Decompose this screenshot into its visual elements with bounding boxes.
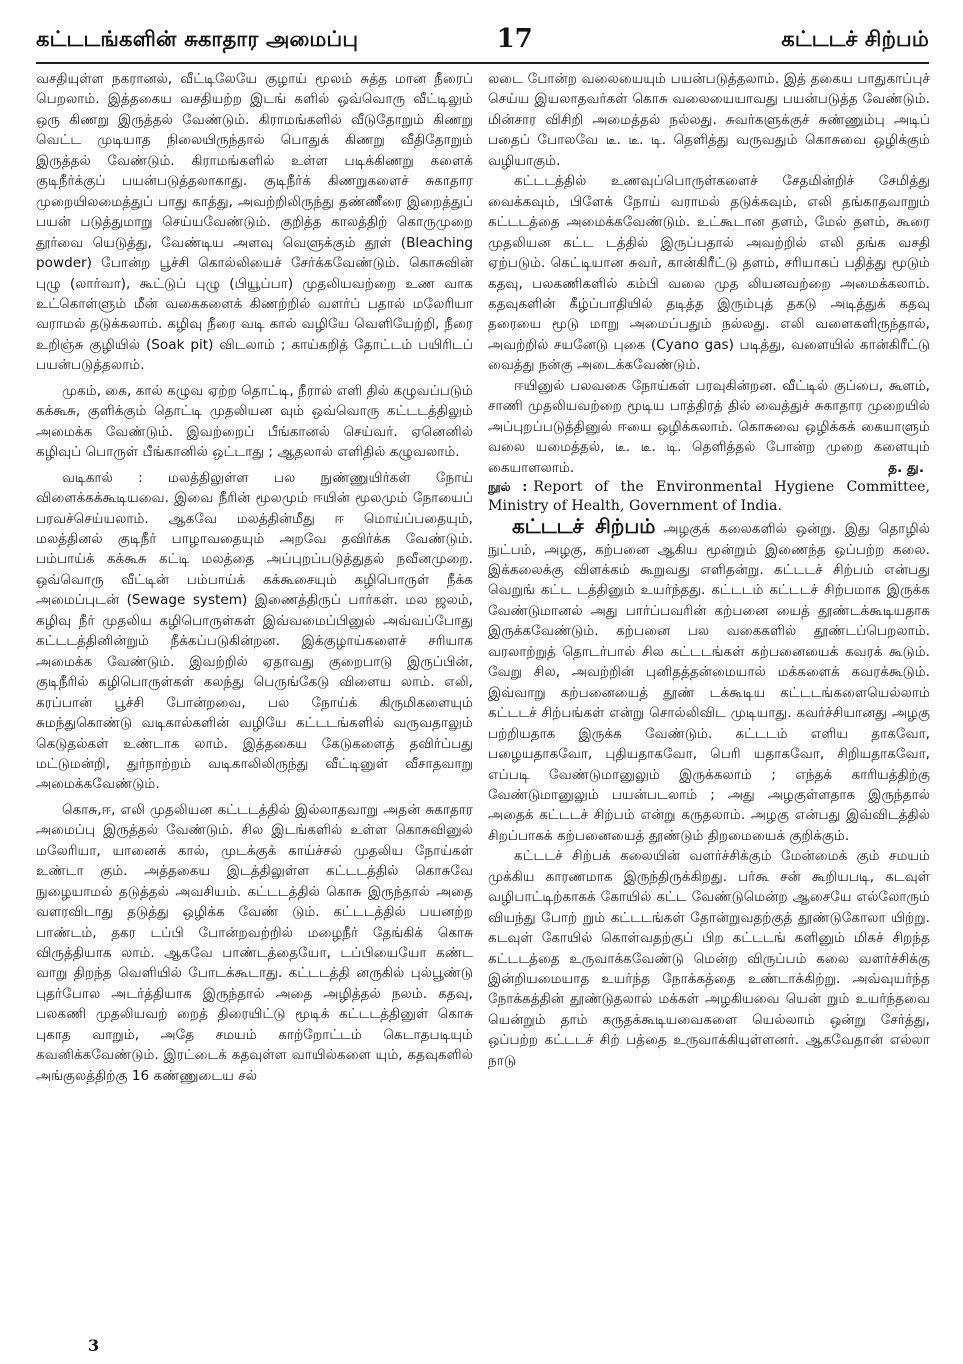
fly-control-text: ஈயினுல் பலவகை நோய்கள் பரவுகின்றன. வீட்டில் குப்பை, கூளம், சாணி முதலியவற்றை மூடிய பாத்திரத் தில் வைத்துச் சுகாதார முறையில் அப்புறப்படுத்தினுல் ஈயை ஒழிக்கலாம். கொசுவை ஒழிக்கக் கையாளும் வலை யமைத்தல், டீ. டீ. டி. தெளித்தல் போன்ற முறை களையும் கையாளலாம். [488, 377, 930, 476]
paragraph-fly-control [488, 376, 930, 478]
right-column [488, 69, 930, 1071]
paragraph-water-supply: வசதியுள்ள நகரானல், வீட்டிலேயே குழாய் மூலம் சுத்த மான நீரைப் பெறலாம். இத்தகைய வசதியற்ற இடங் களில் ஒவ்வொரு வீட்டிலும் ஒரு கிணறு இருத்தல் வேண்டும். கிராமங்களில் வீடுதோறும் கிணறு வெட்ட முடியாத நிலையிருந்தால் பொதுக் கிணறு வீதிதோறும் இருத்தல் வேண்டும். கிராமங்களில் உள்ள படிக்கிணறு களைக் குடிநீர்க்குப் பயன்படுத்தலாகாது. குடிநீர்க் கிணறுகளைச் சுகாதார முறையிலமைத்துப் பாது காத்து, அவற்றிலிருந்து தண்ணீரை இறைத்துப் பயன் படுத்துமாறு செய்யவேண்டும். குறித்த காலத்திற் கொருமுறை தூர்வை யெடுத்து, வேண்டிய அளவு வெளுக்கும் தூள் (Bleaching powder) போன்ற பூச்சி கொல்லியைச் சேர்க்கவேண்டும். கொசுவின் புழு (லார்வா), கூட்டுப் புழு (பியூப்பா) முதலியவற்றை உண வாக உட்கொள்ளும் மீன் வகைகளைக் கிணற்றில் வளர்ப் பதால் மலேரியா வராமல் தடுக்கலாம். கழிவு நீரை வடி கால் வழியே வெளியேற்றி, நீரை உறிஞ்சு குழியில் (Soak pit) விடலாம் ; காய்கறித் தோட்டம் பயிரிடப் பயன்படுத்தலாம். [36, 71, 473, 374]
section-heading: கட்டடச் சிற்பம் [512, 514, 656, 539]
source-reference [488, 478, 930, 516]
article-intro [488, 516, 930, 846]
footer-page-mark: 3 [88, 1336, 100, 1355]
source-label: நூல் : [488, 480, 528, 495]
paragraph-drainage: வடிகால் : மலத்திலுள்ள பல நுண்ணுயிர்கள் நோய் விளைக்கக்கூடியவை. இவை நீரின் மூலமும் ஈயின் மூலமும் நோயைப் பரவச்செய்யலாம். ஆகவே மலத்தின்மீது ஈ மொய்ப்பதையும், மலத்தினல் குடிநீர் பாழாவதையும் அறவே தவிர்க்க வேண்டும். பம்பாய்க் கக்கூசு கட்டி மலத்தை அப்புறப்படுத்துதல் நவீனமுறை. ஒவ்வொரு வீட்டின் பம்பாய்க் கக்கூசையும் கழிபொருள் நீக்க அமைப்புடன் (Sewage system) இணைத்திருப் பார்கள். மல ஜலம், கழிவு நீர் முதலிய கழிபொருள்கள் இவ்வமைப்பினுல் அவ்வப்போது கட்டடத்தினின்றும் நீக்கப்படுகின்றன. இக்குழாய்களைச் சரியாக அமைக்க வேண்டும். இவற்றில் ஏதாவது குறைபாடு இருப்பின், குடிநீரில் கழிபொருள்கள் கலந்து பெருங்கேடு விளைய லாம். எலி, கரப்பான் பூச்சி போன்றவை, பல நோய்க் கிருமிகளையும் சுமந்துகொண்டு வடிகால்களின் வழியே கட்டடங்களில் வருவதாலும் கெடுதல்கள் உண்டாக லாம். இத்தகைய கேடுகளைத் தவிர்ப்பது மட்டுமன்றி, துர்நாற்றம் வடிகாலிலிருந்து வீட்டினுள் வீசாதவாறு அமைக்கவேண்டும். [36, 469, 473, 793]
page-number: 17 [496, 24, 533, 54]
paragraph-washing-fixtures: முகம், கை, கால் கழுவ ஏற்ற தொட்டி, நீரால் எளி தில் கழுவப்படும் கக்கூசு, குளிக்கும் தொட்டி முதலியன வும் ஒவ்வொரு கட்டடத்திலும் அமைக்க வேண்டும். இவற்றைப் பீங்கானல் செய்வர். ஏனெனில் கழிவுப் பொருள் பீங்கானில் ஒட்டாது ; ஆதலால் எளிதில் கழுவலாம். [36, 382, 473, 461]
header-book-title: கட்டடங்களின் சுகாதார அமைப்பு [36, 27, 359, 51]
paragraph-mosquito-control: கொசு,ஈ, எலி முதலியன கட்டடத்தில் இல்லாதவாறு அதன் சுகாதார அமைப்பு இருத்தல் வேண்டும். சில இடங்களில் உள்ள கொசுவினுல் மலேரியா, யானைக் கால், முடக்குக் காய்ச்சல் முதலிய நோய்கள் உண்டா கும். அத்தகைய இடத்திலுள்ள கட்டடத்தில் கொசுவே நுழையாமல் தடுத்தல் அவசியம். கட்டடத்தில் கொசு இருந்தால் அதை வளரவிடாது தடுத்து ஒழிக்க வேண் டும். கட்டடத்தில் பயனற்ற பாண்டம், தகர டப்பி போன்றவற்றில் மழைநீர் தேங்கிக் கொசு விருத்தியாக லாம். ஆகவே பாண்டத்தையோ, டப்பியையோ கண்ட வாறு திறந்த வெளியில் போடக்கூடாது. கட்டடத்தி னருகில் புல்பூண்டு புதர்போல அடர்த்தியாக இருந்தால் அதை அழித்தல் நலம். கதவு, பலகணி முதலியவற் றைத் திரையிட்டு மூடிக் கட்டடத்தினுள் கொசு புகாத வாறும், அதே சமயம் காற்றோட்டம் கெடாதபடியும் கவனிக்கவேண்டும். இரட்டைக் கதவுள்ள வாயில்களை யும், கதவுகளில் அங்குலத்திற்கு 16 கண்ணுடைய சல் [36, 801, 473, 1084]
author-initials: த. து. [888, 459, 924, 476]
paragraph-rat-proofing: கட்டடத்தில் உணவுப்பொருள்களைச் சேதமின்றிச் சேமித்து வைக்கவும், பிளேக் நோய் வராமல் தடுக்கவும், எலி தங்காதவாறும் கட்டடத்தை அமைக்கவேண்டும். உட்கூடான தளம், மேல் தளம், கூரை முதலியன கட்ட டத்தில் இருப்பதால் அவற்றில் எலி தங்க வசதி ஏற்படும். கெட்டியான சுவர், கான்கிரீட்டு தளம், சரியாகப் பதித்து மூடும் கதவு, பலகணிகளில் கம்பி வலை முத லியனவற்றை அமைக்கலாம். கதவுகளின் கீழ்ப்பாதியில் தடித்த இரும்புத் தகடு அடித்துக் கதவு தரையை மூடு மாறு அமைப்பதும் நல்லது. எலி வளைகளிருந்தால், அவற்றில் சயனேடு புகை (Cyano gas) படித்து, வளையில் கான்கிரீட்டு வைத்து நன்கு அடைக்கவேண்டும். [488, 173, 930, 374]
paragraph-mosquito-nets: லடை போன்ற வலையையும் பயன்படுத்தலாம். இத் தகைய பாதுகாப்புச் செய்ய இயலாதவர்கள் கொசு வலையையாவது பயன்படுத்த வேண்டும். மின்சார விசிறி அமைத்தல் நல்லது. சுவர்களுக்குச் சுண்ணும்பு அடிப் பதைப் போலவே டீ. டீ. டி. தெளித்து வருவதும் கொசுவை ஒழிக்கும் வழியாகும். [488, 71, 930, 169]
intro-text: அழகுக் கலைகளில் ஒன்று. இது தொழில் நுட்பம், அழகு, கற்பனை ஆகிய மூன்றும் இணைந்த ஒப்பற்ற கலை. இக்கலைக்கு விளக்கம் கூறுவது எளிதன்று. கட்டடச் சிற்பம் என்பது வெறுங் கட்ட டத்தினும் உயர்ந்தது. கட்டடம் கட்டடச் சிற்பமாக இருக்க வேண்டுமானல் அது பார்ப்பவரின் கற்பனை யைத் தூண்டக்கூடியதாக இருக்கவேண்டும். கற்பனை பல வகைகளில் தூண்டப்பெறலாம். வரலாற்றுத் தொடர்பால் சில கட்டடங்கள் கற்பனையைக் கவரக் கூடும். வேறு சில, அவற்றின் புனிதத்தன்மையால் மக்களைக் கவரக்கூடும். இவ்வாறு கற்பனையைத் தூண் டக்கூடிய கட்டடங்களையெல்லாம் கட்டடச் சிற்பங்கள் என்று சொல்லிவிட முடியாது. கவர்ச்சியானது அழகு பற்றியதாக இருக்க வேண்டும். கட்டடம் எளிய தாகவோ, பழையதாகவோ, புதியதாகவோ, பெரி யதாகவோ, சிறியதாகவோ, எப்படி வேண்டுமானுலும் இருக்கலாம் ; எந்தக் காரியத்திற்கு வேண்டுமானுலும் பயன்படலாம் ; அது அழகுள்ளதாக இருந்தால் அதைக் கட்டடச் சிற்பம் என்று கருதலாம். அழகு என்பது இவ்விடத்தில் சிறப்பாகக் கற்பனையைத் தூண்டும் திறமையைக் குறிக்கும். [488, 521, 930, 844]
header-article-title: கட்டடச் சிற்பம் [781, 27, 929, 51]
left-column [36, 69, 473, 1086]
header-rule [36, 62, 929, 64]
running-header [36, 20, 929, 54]
paragraph-religion-and-architecture: கட்டடச் சிற்பக் கலையின் வளர்ச்சிக்கும் மேன்மைக் கும் சமயம் முக்கிய காரணமாக இருந்திருக்கிறது. பர்கூ சன் கூறியபடி, கடவுள் வழிபாட்டிற்காகக் கோயில் கட்ட வேண்டுமென்ற ஆசையே எல்லோரும் வியந்து போற் றும் கட்டடங்கள் தோன்றுவதற்குத் தூண்டுகோலா யிற்று. கடவுள் கோயில் கொள்வதற்குப் பிற கட்டடங் களினும் மிகச் சிறந்த கட்டடத்தை உருவாக்கவேண்டு மென்ற விருப்பம் கலை வளர்ச்சிக்கு இன்றியமையாத உயர்ந்த நோக்கத்தை உண்டாக்கிற்று. அவ்வுயர்ந்த நோக்கத்தின் தூண்டுதலால் மக்கள் அழகியவை யென் றும் உயர்ந்தவை யென்றும் தாம் கருதக்கூடியவைகளை யெல்லாம் ஒன்று சேர்த்து, ஒப்பற்ற கட்டடச் சிற் பத்தை உருவாக்கியுள்ளனர். ஆகவேதான் எல்லா நாடு [488, 848, 930, 1069]
source-text: Report of the Environmental Hygiene Committee, Ministry of Health, Government of India. [488, 479, 931, 515]
